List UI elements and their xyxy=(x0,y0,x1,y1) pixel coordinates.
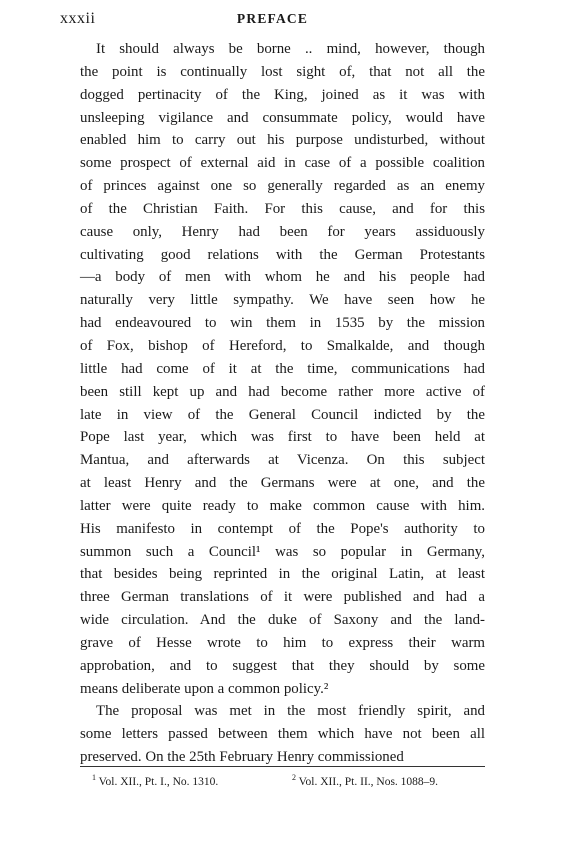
text-line: enabled him to carry out his purpose undisturbed, without xyxy=(80,132,485,149)
footnote-mark: 2 xyxy=(292,773,296,783)
text-line: summon such a Council¹ was so popular in Germany, xyxy=(80,543,485,560)
footnote-rule xyxy=(80,766,485,767)
text-line: Mantua, and afterwards at Vicenza. On this subject xyxy=(80,452,485,469)
footnote-mark: 1 xyxy=(92,773,96,783)
text-line: late in view of the General Council indicted by the xyxy=(80,406,485,423)
running-head xyxy=(60,10,485,30)
text-line: grave of Hesse wrote to him to express their warm xyxy=(80,634,485,651)
footnote-2 xyxy=(292,773,439,788)
text-line: of the Christian Faith. For this cause, and for this xyxy=(80,200,485,217)
text-line: means deliberate upon a common policy.² xyxy=(80,680,329,697)
text-line: cause only, Henry had been for years assiduously xyxy=(80,223,485,240)
text-line: some letters passed between them which have not been all xyxy=(80,726,485,743)
text-line: been still kept up and had become rather more active of xyxy=(80,383,485,400)
text-line: His manifesto in contempt of the Pope's authority to xyxy=(80,520,485,537)
text-line: of princes against one so generally regarded as an enemy xyxy=(80,178,485,195)
body-text xyxy=(80,38,485,769)
page-number: xxxii xyxy=(60,10,96,27)
text-line: approbation, and to suggest that they should by some xyxy=(80,657,485,674)
text-line: unsleeping vigilance and consummate policy, would have xyxy=(80,109,485,126)
footnote-1 xyxy=(92,773,219,788)
text-line: some prospect of external aid in case of a possible coalition xyxy=(80,155,485,172)
text-line: little had come of it at the time, communications had xyxy=(80,360,485,377)
text-line: latter were quite ready to make common cause with him. xyxy=(80,497,485,514)
text-line: preserved. On the 25th February Henry commissioned xyxy=(80,749,404,766)
footnote-text: Vol. XII., Pt. II., Nos. 1088–9. xyxy=(298,776,439,788)
text-line: It should always be borne .. mind, however, though xyxy=(96,41,485,57)
footnote-text: Vol. XII., Pt. I., No. 1310. xyxy=(98,776,219,788)
header-title: PREFACE xyxy=(236,11,309,26)
text-line: wide circulation. And the duke of Saxony and the land- xyxy=(80,612,485,629)
text-line: at least Henry and the Germans were at one, and the xyxy=(80,475,485,492)
text-line: dogged pertinacity of the King, joined as it was with xyxy=(80,86,485,103)
text-line: three German translations of it were published and had a xyxy=(80,589,485,606)
text-line: The proposal was met in the most friendly spirit, and xyxy=(96,703,485,720)
text-line: that besides being reprinted in the original Latin, at least xyxy=(80,566,485,583)
text-line: Pope last year, which was first to have been held at xyxy=(80,429,485,446)
text-line: of Fox, bishop of Hereford, to Smalkalde, and though xyxy=(80,337,485,354)
text-line: —a body of men with whom he and his people had xyxy=(80,269,485,286)
text-line: the point is continually lost sight of, that not all the xyxy=(80,63,485,80)
text-line: cultivating good relations with the German Protestants xyxy=(80,246,485,263)
text-line: naturally very little sympathy. We have seen how he xyxy=(80,292,485,309)
text-line: had endeavoured to win them in 1535 by the mission xyxy=(80,315,485,332)
